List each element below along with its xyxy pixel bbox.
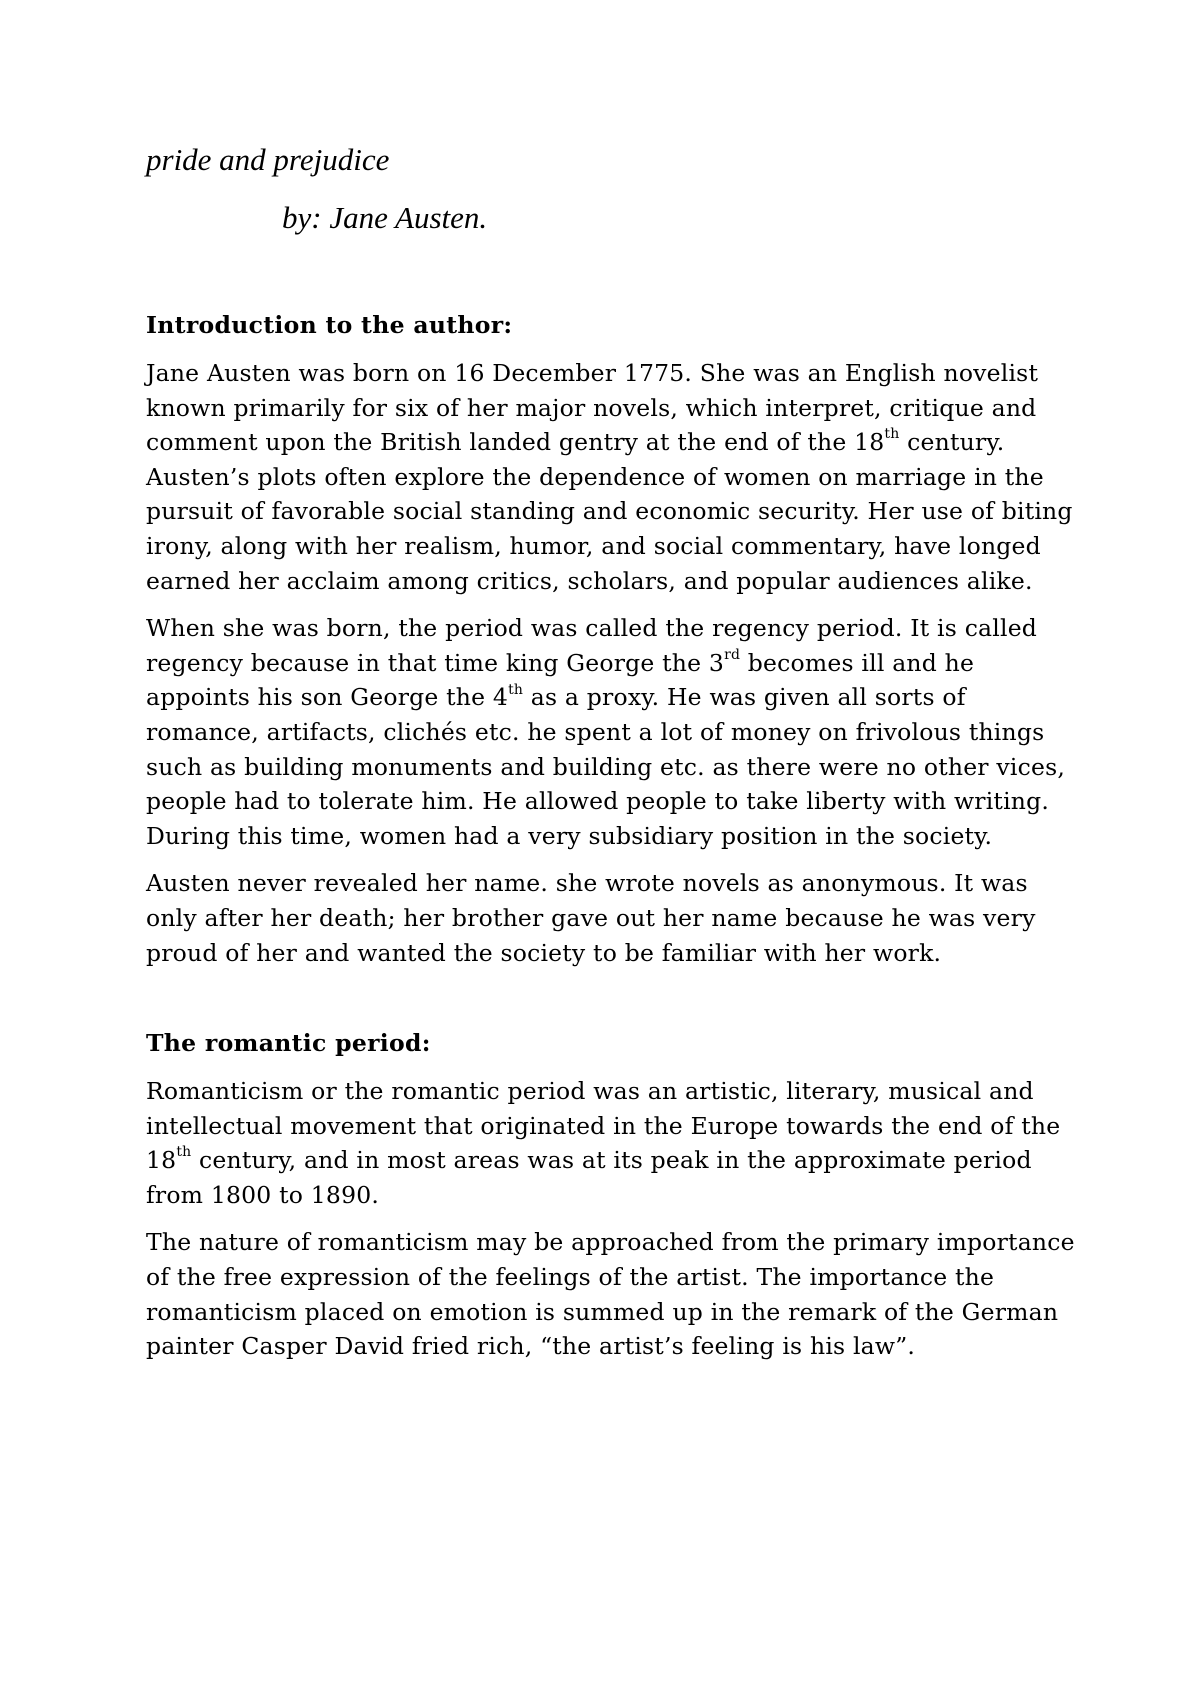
- paragraph-text: When she was born, the period was called the regency period. It is called regency because in that time king George the 3: [146, 614, 1038, 677]
- paragraph-text: becomes ill and he appoints his son George the 4: [146, 648, 975, 712]
- paragraph-text: as a proxy. He was given all sorts of romance, artifacts, clichés etc. he spent a lot of money on frivolous things such as building monuments and building etc. as there were no other vices, people had to tolerate him. He allowed people to take liberty with writing. During this time, women had a very subsidiary position in the society.: [146, 683, 1065, 850]
- paragraph: [146, 611, 1076, 853]
- section-heading: The romantic period:: [146, 1029, 431, 1058]
- section-romantic-period: [146, 1026, 1076, 1364]
- author-byline: by: Jane Austen.: [282, 200, 488, 235]
- paragraph: Austen never revealed her name. she wrote novels as anonymous. It was only after her death; her brother gave out her name because he was very proud of her and wanted the society to be familiar with her work.: [146, 869, 1036, 967]
- paragraph-text: century, and in most areas was at its peak in the approximate period from 1800 to 1890.: [146, 1146, 1032, 1209]
- paragraph-text: century. Austen’s plots often explore the dependence of women on marriage in the pursuit of favorable social standing and economic security. Her use of biting irony, along with her realism, humor, and social commentary, have longed earned her acclaim among critics, scholars, and popular audiences alike.: [146, 428, 1073, 595]
- document-body: [146, 308, 1076, 1377]
- superscript: th: [508, 681, 524, 698]
- superscript: th: [884, 426, 900, 443]
- paragraph-text: Romanticism or the romantic period was an artistic, literary, musical and intellectual movement that originated in the Europe towards the end of the 18: [146, 1077, 1061, 1175]
- section-heading: Introduction to the author:: [146, 311, 513, 339]
- superscript: th: [176, 1144, 192, 1161]
- paragraph-text: Jane Austen was born on 16 December 1775. She was an English novelist known primarily for six of her major novels, which interpret, critique and comment upon the British landed gentry at the end of the 18: [146, 359, 1039, 457]
- paragraph: [146, 356, 1076, 598]
- document-title: pride and prejudice: [146, 142, 390, 177]
- paragraph: [146, 1074, 1076, 1212]
- superscript: rd: [724, 646, 741, 663]
- section-author-intro: [146, 308, 1076, 970]
- paragraph: The nature of romanticism may be approached from the primary importance of the free expression of the feelings of the artist. The importance the romanticism placed on emotion is summed up in the remark of the German painter Casper David fried rich, “the artist’s feeling is his law”.: [146, 1228, 1075, 1361]
